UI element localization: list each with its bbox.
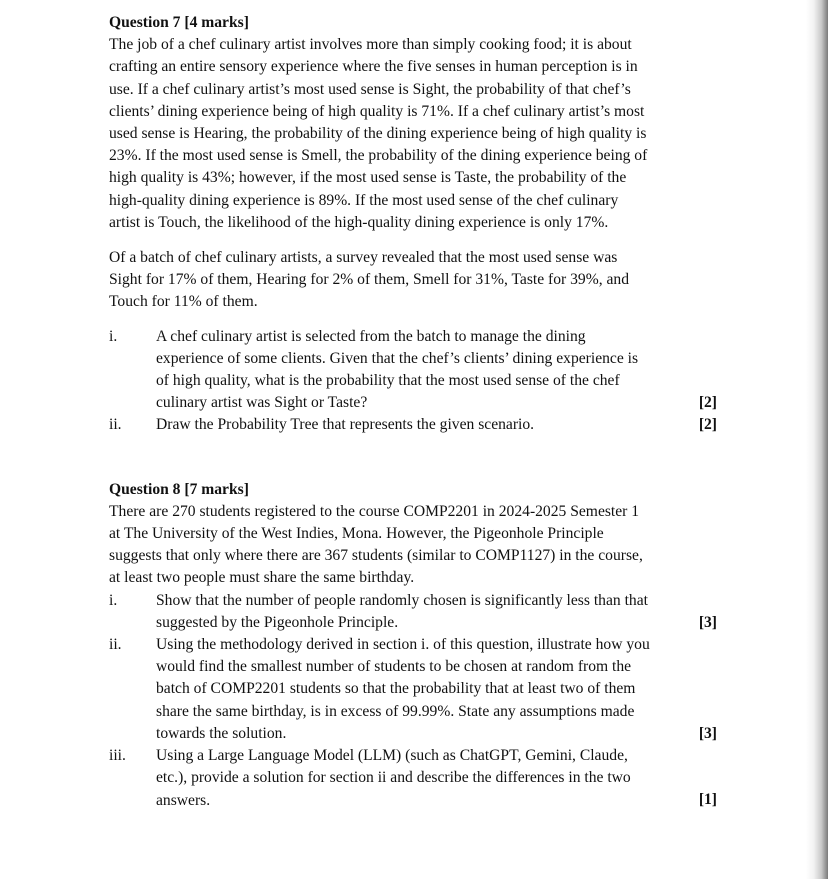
text-line: of high quality, what is the probability that the most used sense of the chef: [156, 372, 620, 390]
text-line: at least two people must share the same birthday.: [109, 569, 415, 587]
text-line: There are 270 students registered to the course COMP2201 in 2024-2025 Semester 1: [109, 502, 640, 520]
text-line: suggested by the Pigeonhole Principle.: [156, 613, 399, 631]
item-numeral: ii.: [109, 636, 122, 654]
exam-page: [109, 12, 721, 812]
text-line: Draw the Probability Tree that represents the given scenario.: [156, 416, 535, 434]
text-line: used sense is Hearing, the probability of the dining experience being of high quality is: [109, 125, 647, 143]
text-line: Using the methodology derived in section i. of this question, illustrate how you: [156, 636, 650, 654]
item-numeral: ii.: [109, 416, 122, 434]
text-line: clients’ dining experience being of high quality is 71%. If a chef culinary artist’s most: [109, 102, 645, 120]
text-line: Show that the number of people randomly chosen is significantly less than that: [156, 591, 648, 609]
text-line: etc.), provide a solution for section ii and describe the differences in the two: [156, 769, 631, 787]
text-line: artist is Touch, the likelihood of the high-quality dining experience is only 17%.: [109, 213, 609, 231]
marks-label: [2]: [698, 394, 717, 412]
question-8-intro: [109, 501, 721, 590]
marks-label: [3]: [698, 613, 717, 631]
text-line: Sight for 17% of them, Hearing for 2% of them, Smell for 31%, Taste for 39%, and: [109, 271, 630, 289]
question-7-item-ii: [109, 414, 721, 436]
text-line: suggests that only where there are 367 students (similar to COMP1127) in the course,: [109, 547, 643, 565]
item-numeral: iii.: [109, 747, 126, 765]
question-7-heading: Question 7 [4 marks]: [109, 14, 249, 31]
text-line: use. If a chef culinary artist’s most used sense is Sight, the probability of that chef’s: [109, 80, 631, 98]
item-numeral: i.: [109, 327, 118, 345]
question-7-paragraph-2: [109, 247, 721, 314]
text-line: at The University of the West Indies, Mona. However, the Pigeonhole Principle: [109, 525, 604, 543]
page-edge-shadow: [806, 0, 828, 879]
question-8-item-ii: [109, 634, 721, 745]
text-line: batch of COMP2201 students so that the probability that at least two of them: [156, 680, 636, 698]
question-7-item-i: [109, 326, 721, 415]
question-8-item-iii: [109, 745, 721, 812]
text-line: crafting an entire sensory experience where the five senses in human perception is in: [109, 58, 638, 76]
text-line: Of a batch of chef culinary artists, a survey revealed that the most used sense was: [109, 249, 618, 267]
text-line: culinary artist was Sight or Taste?: [156, 394, 368, 412]
text-line: Touch for 11% of them.: [109, 293, 258, 311]
marks-label: [1]: [698, 791, 717, 809]
marks-label: [2]: [698, 416, 717, 434]
item-numeral: i.: [109, 591, 118, 609]
text-line: A chef culinary artist is selected from the batch to manage the dining: [156, 327, 586, 345]
text-line: high-quality dining experience is 89%. If the most used sense of the chef culinary: [109, 191, 619, 209]
question-8-item-i: [109, 590, 721, 634]
text-line: would find the smallest number of students to be chosen at random from the: [156, 658, 632, 676]
text-line: high quality is 43%; however, if the most used sense is Taste, the probability of the: [109, 169, 627, 187]
text-line: Using a Large Language Model (LLM) (such as ChatGPT, Gemini, Claude,: [156, 747, 628, 765]
text-line: experience of some clients. Given that the chef’s clients’ dining experience is: [156, 349, 639, 367]
text-line: The job of a chef culinary artist involves more than simply cooking food; it is about: [109, 36, 632, 54]
question-8-heading: Question 8 [7 marks]: [109, 480, 249, 498]
text-line: towards the solution.: [156, 724, 287, 742]
text-line: 23%. If the most used sense is Smell, the probability of the dining experience being of: [109, 147, 648, 165]
marks-label: [3]: [698, 724, 717, 742]
text-line: answers.: [156, 791, 211, 809]
question-7-paragraph-1: [109, 34, 721, 234]
text-line: share the same birthday, is in excess of 99.99%. State any assumptions made: [156, 702, 635, 720]
